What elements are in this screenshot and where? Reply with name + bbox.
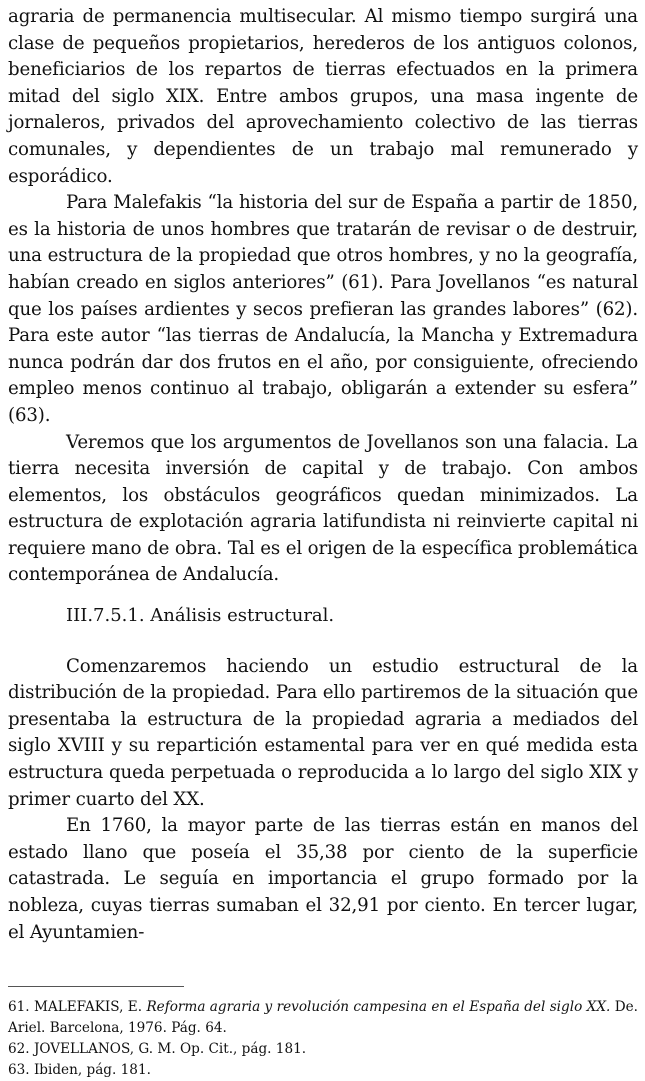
footnote-61-suffix: De. Ariel. Barcelona, 1976. Pág. 64.: [8, 999, 638, 1037]
paragraph-structural-study: Comenzaremos haciendo un estudio estructural de la distribución de la propiedad. Para ello partiremos de la situación que presentaba la estructura de la propiedad agraria a mediados del siglo XVIII y su repartición estamental para ver en qué medida esta estructura queda perpetuada o reproducida a lo largo del siglo XIX y primer cuarto del XX.: [8, 655, 638, 810]
footnote-61-title: Reforma agraria y revolución campesina en el España del siglo XX.: [146, 999, 611, 1016]
footnote-61: [8, 997, 638, 1039]
footnote-divider: [8, 986, 184, 987]
paragraph-1760: En 1760, la mayor parte de las tierras están en manos del estado llano que poseía el 35,38 por ciento de la superficie catastrada. Le seguía en importancia el grupo formado por la nobleza, cuyas tierras sumaban el 32,91 por ciento. En tercer lugar, el Ayuntamien-: [8, 815, 638, 943]
paragraph-malefakis: Para Malefakis “la historia del sur de España a partir de 1850, es la historia de unos hombres que tratarán de revisar o de destruir, una estructura de la propiedad que otros hombres, y no la geografía, habían creado en siglos anteriores” (61). Para Jovellanos “es natural que los países ardientes y secos prefieran las grandes labores” (62). Para este autor “las tierras de Andalucía, la Mancha y Extremadura nunca podrán dar dos frutos en el año, por consiguiente, ofreciendo empleo menos continuo al trabajo, obligarán a extender su esfera” (63).: [8, 192, 638, 426]
paragraph-jovellanos: Veremos que los argumentos de Jovellanos son una falacia. La tierra necesita inversión de capital y de trabajo. Con ambos elementos, los obstáculos geográficos quedan minimizados. La estructura de explotación agraria latifundista ni reinvierte capital ni requiere mano de obra. Tal es el origen de la específica problemática contemporánea de Andalucía.: [8, 431, 638, 586]
footnote-61-prefix: 61. MALEFAKIS, E.: [8, 999, 147, 1016]
footnote-63: 63. Ibiden, pág. 181.: [8, 1062, 151, 1079]
section-heading: III.7.5.1. Análisis estructural.: [66, 605, 335, 627]
paragraph-intro: agraria de permanencia multisecular. Al mismo tiempo surgirá una clase de pequeños propietarios, herederos de los antiguos colonos, beneficiarios de los repartos de tierras efectuados en la primera mitad del siglo XIX. Entre ambos grupos, una masa ingente de jornaleros, privados del aprovechamiento colectivo de las tierras comunales, y dependientes de un trabajo mal remunerado y esporádico.: [8, 6, 638, 187]
footnote-62: 62. JOVELLANOS, G. M. Op. Cit., pág. 181.: [8, 1041, 307, 1058]
document-page: [8, 4, 638, 1081]
